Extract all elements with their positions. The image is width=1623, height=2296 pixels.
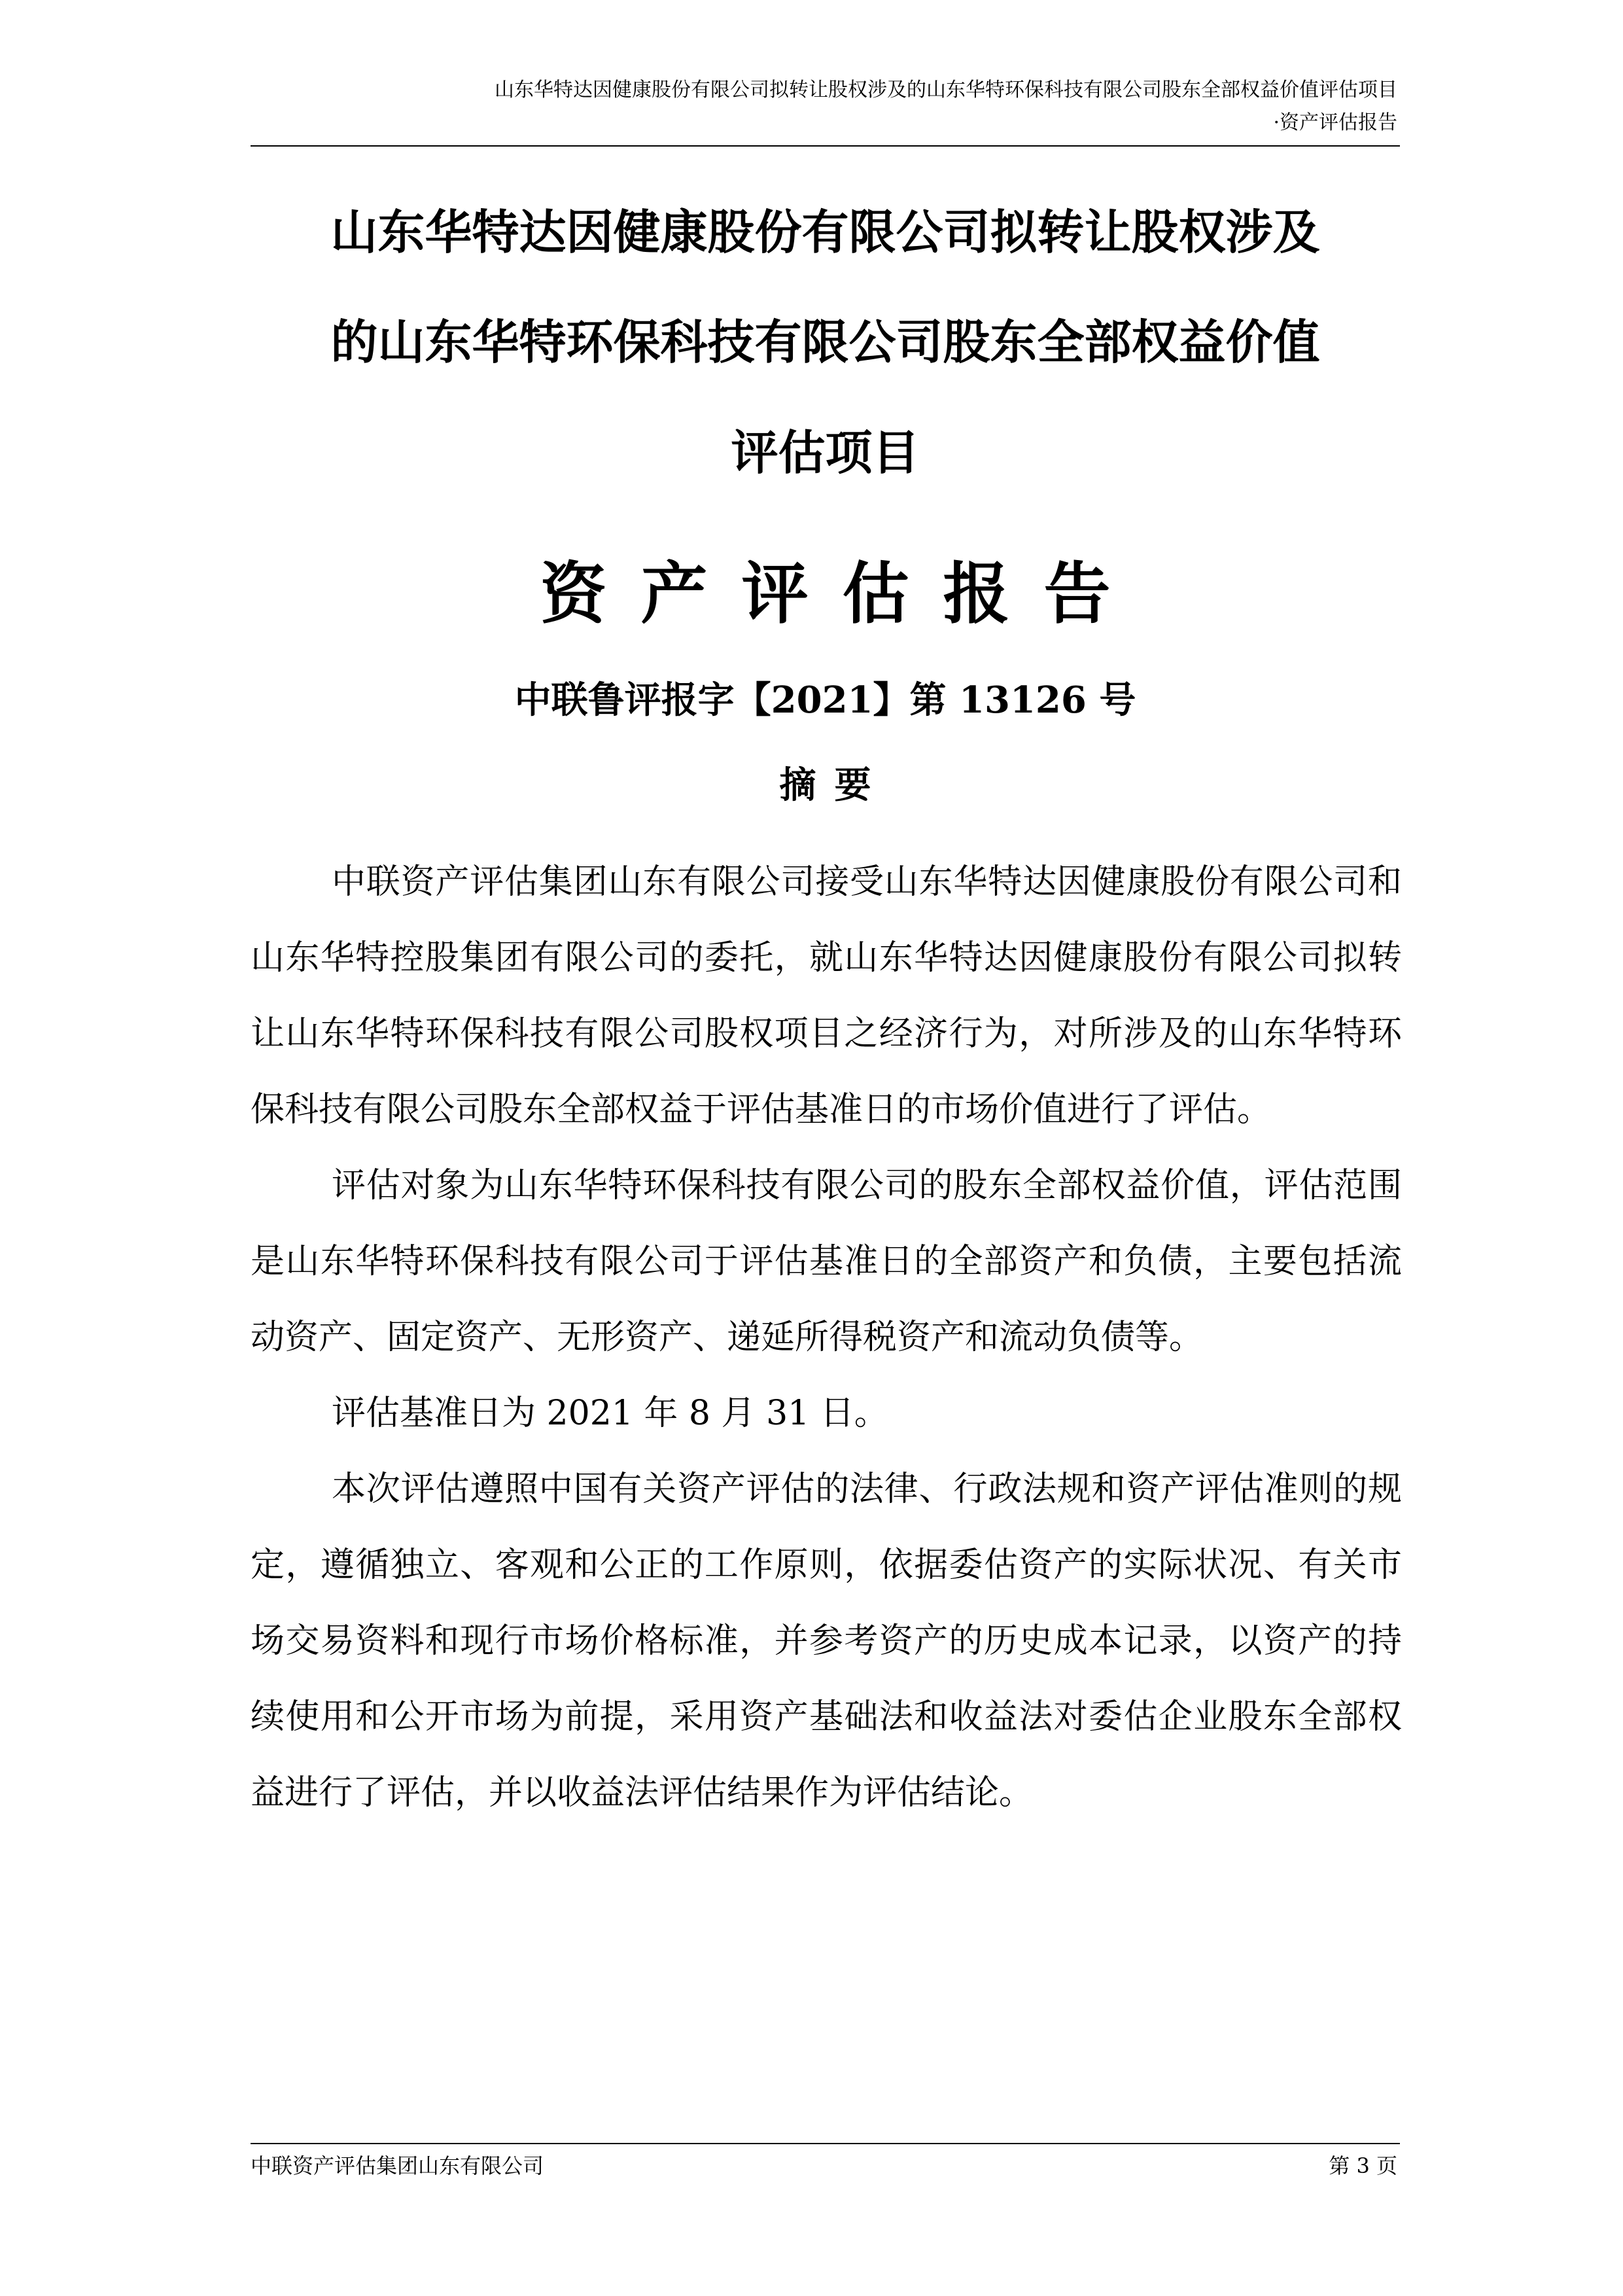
- report-reference-number: 中联鲁评报字【2021】第 13126 号: [514, 679, 1136, 722]
- header-rule: [251, 145, 1400, 147]
- footer-company: 中联资产评估集团山东有限公司: [251, 2153, 544, 2178]
- document-title-line-3: 评估项目: [731, 425, 920, 480]
- paragraph-base-date: 评估基准日为 2021 年 8 月 31 日。: [332, 1394, 888, 1433]
- paragraph-methodology: 本次评估遵照中国有关资产评估的法律、行政法规和资产评估准则的规定，遵循独立、客观和公正的工作原则，依据委估资产的实际状况、有关市场交易资料和现行市场价格标准，并参考资产的历史成本记录，以资产的持续使用和公开市场为前提，采用资产基础法和收益法对委估企业股东全部权益进行了评估，并以收益法评估结果作为评估结论。: [251, 1470, 1402, 1812]
- document-title-line-2: 的山东华特环保科技有限公司股东全部权益价值: [330, 314, 1320, 370]
- page-number: 第 3 页: [1329, 2153, 1397, 2178]
- document-title-line-1: 山东华特达因健康股份有限公司拟转让股权涉及: [330, 204, 1320, 260]
- abstract-body: [251, 844, 1402, 1831]
- paragraph-object-scope: 评估对象为山东华特环保科技有限公司的股东全部权益价值，评估范围是山东华特环保科技有限公司于评估基准日的全部资产和负债，主要包括流动资产、固定资产、无形资产、递延所得税资产和流动负债等。: [251, 1166, 1402, 1357]
- paragraph-commission: 中联资产评估集团山东有限公司接受山东华特达因健康股份有限公司和山东华特控股集团有限公司的委托，就山东华特达因健康股份有限公司拟转让山东华特环保科技有限公司股权项目之经济行为，对所涉及的山东华特环保科技有限公司股东全部权益于评估基准日的市场价值进行了评估。: [251, 862, 1402, 1129]
- abstract-heading: 摘要: [779, 764, 890, 807]
- header-line-1: 山东华特达因健康股份有限公司拟转让股权涉及的山东华特环保科技有限公司股东全部权益价值评估项目: [495, 79, 1397, 101]
- footer-rule: [251, 2143, 1400, 2144]
- header-line-2: ·资产评估报告: [1273, 111, 1397, 134]
- report-title: 资产评估报告: [540, 555, 1145, 633]
